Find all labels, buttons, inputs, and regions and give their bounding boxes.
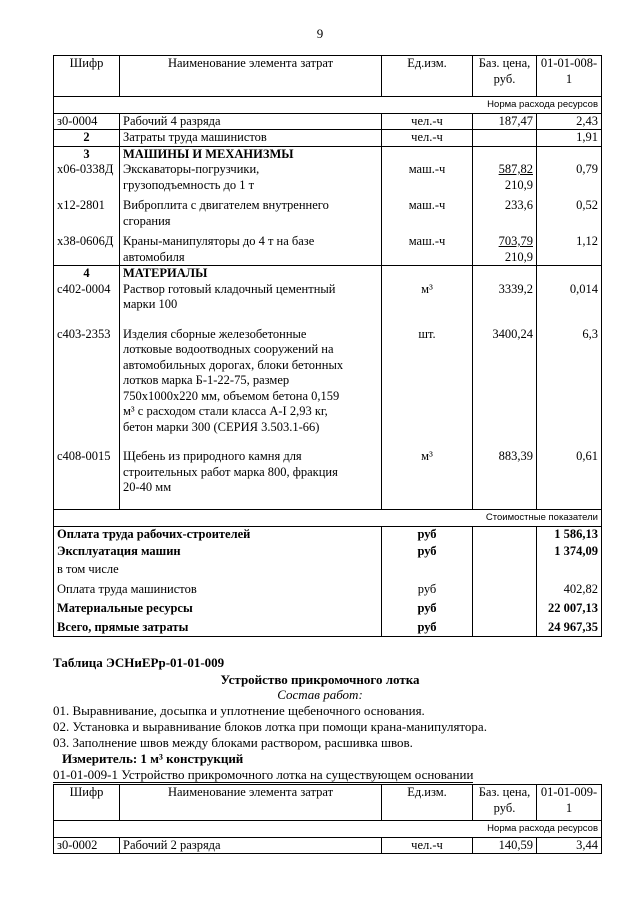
cost-unit: руб [382,598,473,617]
row-name: Виброплита с двигателем внутреннего сгорания [120,193,382,229]
row-price: 883,39 [473,435,537,510]
row-name: Краны-манипуляторы до 4 т на базе автомобиля [120,229,382,266]
row-price: 233,6 [473,193,537,229]
cost-row [54,579,602,598]
header-name: Наименование элемента затрат [120,56,382,97]
norm-label: Норма расхода ресурсов [54,821,602,838]
cost-value: 402,82 [537,579,602,598]
table-row [54,193,602,229]
row-price: 703,79 210,9 [473,229,537,266]
cost-unit: руб [382,544,473,562]
cost-row [54,617,602,636]
row-code: с402-0004 [54,282,120,313]
cost-value: 22 007,13 [537,598,602,617]
row-code: з0-0002 [54,837,120,854]
cost-unit: руб [382,617,473,636]
resource-table-1 [53,55,602,637]
row-norm: 1,12 [537,229,602,266]
section-heading: Устройство прикромочного лотка [220,672,420,687]
page-number: 9 [316,26,324,41]
row-norm: 2,43 [537,113,602,130]
cost-row [54,526,602,544]
section-row [54,266,602,282]
header-code: Шифр [54,785,120,821]
section-row [54,146,602,162]
row-name: Затраты труда машинистов [120,130,382,147]
header-price: Баз. цена, руб. [473,56,537,97]
composition-label: Состав работ: [277,687,363,702]
cost-unit: руб [382,526,473,544]
header-norm-code: 01-01-009-1 [537,785,602,821]
section-name: МАТЕРИАЛЫ [120,266,382,282]
cost-name: Оплата труда рабочих-строителей [54,526,382,544]
row-norm: 0,52 [537,193,602,229]
row-unit: шт. [382,313,473,436]
item-title: 01-01-009-1 Устройство прикромочного лотка на существующем основании [53,767,474,782]
cost-name: Эксплуатация машин [54,544,382,562]
row-price: 140,59 [473,837,537,854]
table-row [54,113,602,130]
header-code: Шифр [54,56,120,97]
cost-value: 1 374,09 [537,544,602,562]
row-price [473,130,537,147]
row-price: 187,47 [473,113,537,130]
row-code: с403-2353 [54,313,120,436]
cost-row [54,598,602,617]
row-unit: чел.-ч [382,837,473,854]
row-norm: 1,91 [537,130,602,147]
item-underline [53,782,473,783]
row-unit: чел.-ч [382,130,473,147]
cost-label: Стоимостные показатели [54,510,602,527]
row-name: Изделия сборные железобетонные лотковые водоотводных сооружений на автомобильных дорогах, блоки бетонных лотков марка Б-1-22-75, размер 750х1000х220 мм, объемом бетона 0,159 м³ с расходом стали класса А-I 2,93 кг, бетон марки 300 (СЕРИЯ 3.503.1-66) [120,313,382,436]
row-price: 3400,24 [473,313,537,436]
cost-name: Всего, прямые затраты [54,617,382,636]
resource-table-2 [53,784,602,854]
work-item: 01. Выравнивание, досыпка и уплотнение щебеночного основания. [53,703,425,718]
section-code: 3 [54,146,120,162]
table-row [54,435,602,510]
header-norm-code: 01-01-008-1 [537,56,602,97]
row-name: Рабочий 2 разряда [120,837,382,854]
table-title: Таблица ЭСНиЕРр-01-01-009 [53,655,225,670]
row-code: з0-0004 [54,113,120,130]
cost-name: Материальные ресурсы [54,598,382,617]
row-code: х12-2801 [54,193,120,229]
row-price: 587,82 210,9 [473,162,537,193]
table-row [54,162,602,193]
table-row [54,229,602,266]
row-code: х06-0338Д [54,162,120,193]
work-item: 03. Заполнение швов между блоками раствором, расшивка швов. [53,735,413,750]
row-norm: 0,014 [537,282,602,313]
header-name: Наименование элемента затрат [120,785,382,821]
row-norm: 0,61 [537,435,602,510]
row-unit: чел.-ч [382,113,473,130]
row-price: 3339,2 [473,282,537,313]
row-unit: м³ [382,435,473,510]
cost-value: 1 586,13 [537,526,602,544]
row-unit: м³ [382,282,473,313]
row-norm: 6,3 [537,313,602,436]
norm-label: Норма расхода ресурсов [54,97,602,114]
header-unit: Ед.изм. [382,785,473,821]
cost-unit: руб [382,579,473,598]
row-unit: маш.-ч [382,162,473,193]
row-name: Щебень из природного камня для строительных работ марка 800, фракция 20-40 мм [120,435,382,510]
row-norm: 0,79 [537,162,602,193]
row-unit: маш.-ч [382,229,473,266]
meter-label: Измеритель: 1 м³ конструкций [62,751,244,766]
table-row [54,837,602,854]
table-row [54,282,602,313]
table-row [54,130,602,147]
cost-value: 24 967,35 [537,617,602,636]
row-unit: маш.-ч [382,193,473,229]
row-code: с408-0015 [54,435,120,510]
cost-name: Оплата труда машинистов [54,579,382,598]
row-code: х38-0606Д [54,229,120,266]
section-name: МАШИНЫ И МЕХАНИЗМЫ [120,146,382,162]
row-name: Раствор готовый кладочный цементный марки 100 [120,282,382,313]
table-row [54,313,602,436]
row-norm: 3,44 [537,837,602,854]
work-item: 02. Установка и выравнивание блоков лотка при помощи крана-манипулятора. [53,719,487,734]
header-unit: Ед.изм. [382,56,473,97]
row-code: 2 [54,130,120,147]
row-name: Экскаваторы-погрузчики, грузоподъемность до 1 т [120,162,382,193]
section-code: 4 [54,266,120,282]
cost-name: в том числе [54,562,382,579]
cost-row [54,562,602,579]
cost-row [54,544,602,562]
row-name: Рабочий 4 разряда [120,113,382,130]
header-price: Баз. цена, руб. [473,785,537,821]
